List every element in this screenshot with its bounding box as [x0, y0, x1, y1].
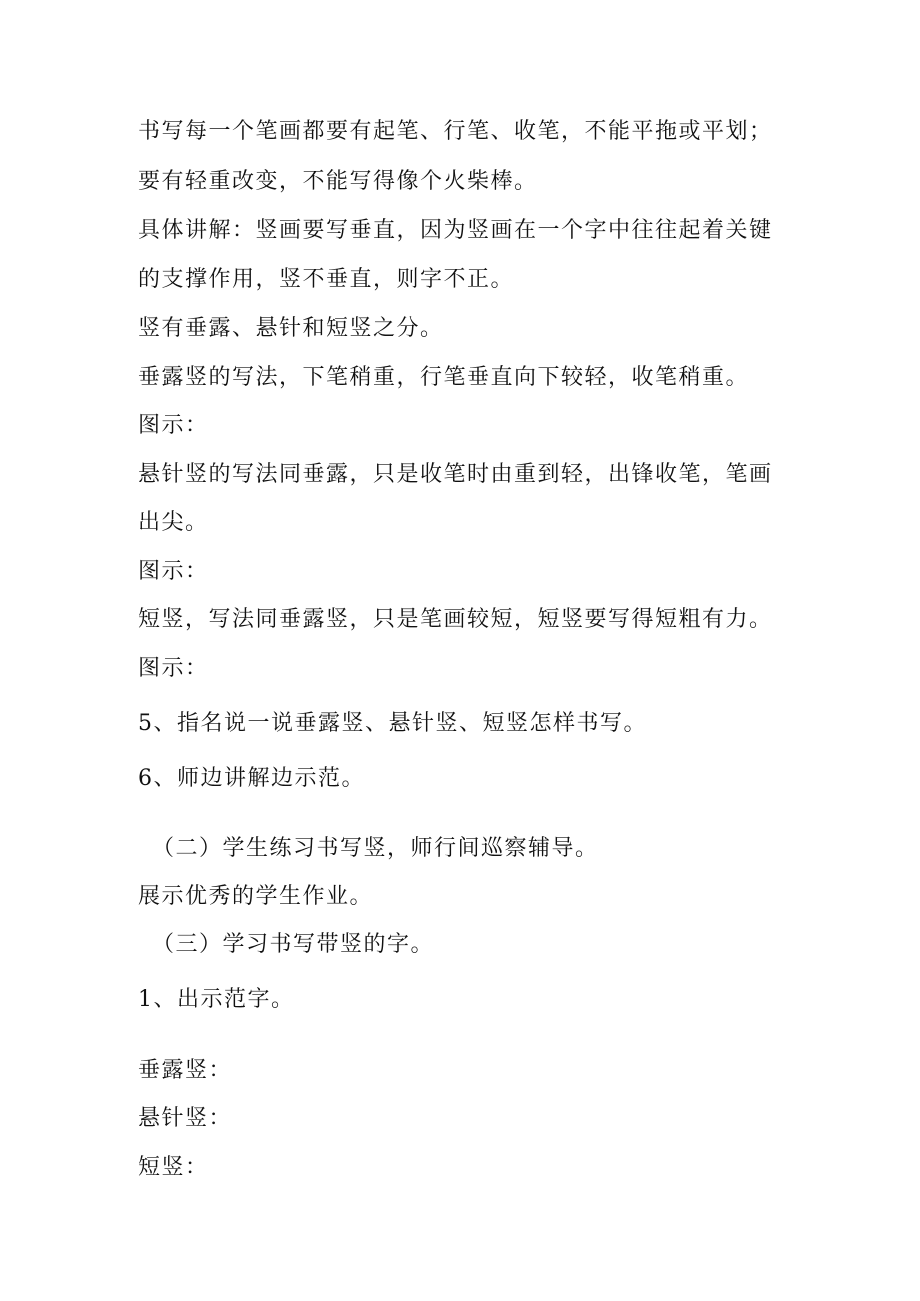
paragraph-line: 要有轻重改变，不能写得像个火柴棒。	[138, 169, 538, 194]
figure-label: 图示：	[138, 413, 209, 438]
paragraph-line: 悬针竖的写法同垂露，只是收笔时由重到轻，出锋收笔，笔画	[138, 462, 773, 487]
list-item: 1、出示范字。	[138, 987, 295, 1012]
paragraph-line: 短竖，写法同垂露竖，只是笔画较短，短竖要写得短粗有力。	[138, 607, 773, 632]
section-heading: （二）学生练习书写竖，师行间巡察辅导。	[152, 836, 599, 861]
example-label: 垂露竖：	[138, 1058, 233, 1083]
figure-label: 图示：	[138, 656, 209, 681]
example-label: 悬针竖：	[138, 1106, 233, 1131]
paragraph-line: 的支撑作用，竖不垂直，则字不正。	[138, 267, 515, 292]
paragraph-line: 书写每一个笔画都要有起笔、行笔、收笔，不能平拖或平划；	[138, 119, 773, 144]
section-heading: （三）学习书写带竖的字。	[152, 932, 435, 957]
paragraph-line: 具体讲解：竖画要写垂直，因为竖画在一个字中往往起着关键	[138, 218, 773, 243]
paragraph-line: 竖有垂露、悬针和短竖之分。	[138, 316, 444, 341]
paragraph-line: 展示优秀的学生作业。	[138, 884, 374, 909]
figure-label: 图示：	[138, 559, 209, 584]
paragraph-line: 出尖。	[138, 510, 209, 535]
paragraph-line: 垂露竖的写法，下笔稍重，行笔垂直向下较轻，收笔稍重。	[138, 365, 750, 390]
example-label: 短竖：	[138, 1155, 209, 1180]
list-item: 6、师边讲解边示范。	[138, 766, 365, 791]
list-item: 5、指名说一说垂露竖、悬针竖、短竖怎样书写。	[138, 711, 647, 736]
